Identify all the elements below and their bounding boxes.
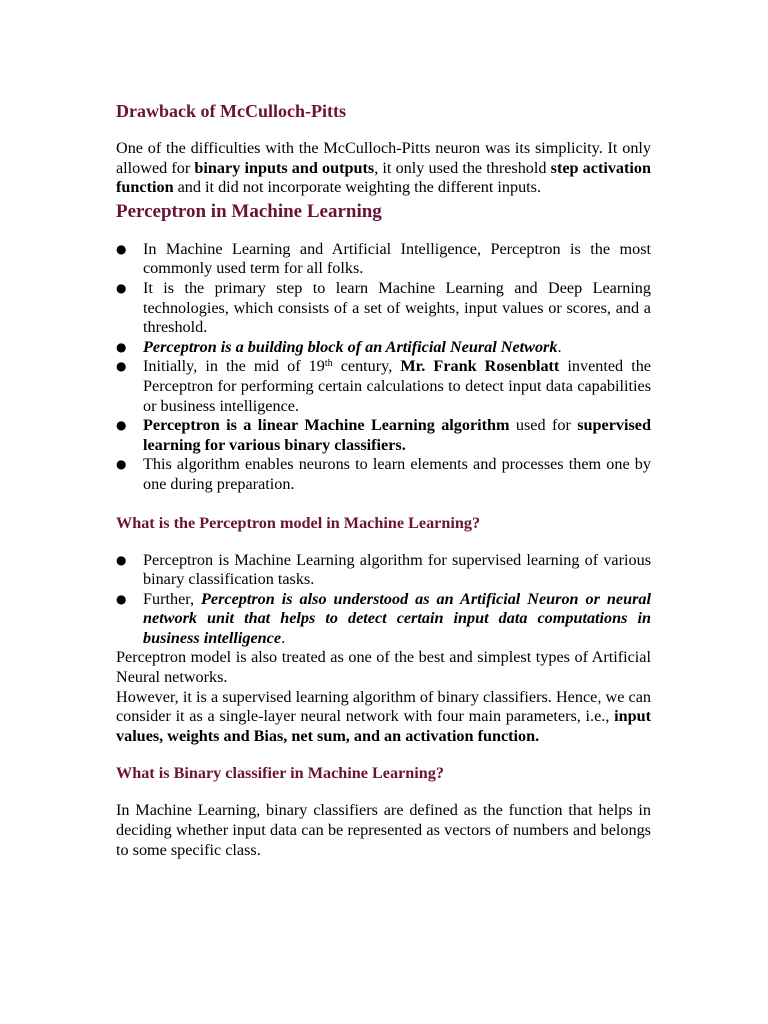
bold-text: input values, weights and Bias, net sum, and an activation function. bbox=[116, 707, 651, 745]
paragraph-model-2 bbox=[116, 688, 651, 747]
text: Further, bbox=[143, 589, 202, 608]
bold-text: step activation function bbox=[116, 158, 652, 197]
bold-text: Mr. Frank Rosenblatt bbox=[400, 357, 560, 376]
text: One of the difficulties with the McCulloch-Pitts neuron was its simplicity. It only allowed for bbox=[116, 139, 651, 177]
bold-text: supervised learning for various binary classifiers. bbox=[143, 416, 651, 454]
bullet-icon: ● bbox=[116, 280, 127, 295]
text: century, bbox=[332, 357, 401, 376]
bold-italic-text: Perceptron is a building block of an Artificial Neural Network bbox=[143, 337, 558, 356]
list-item bbox=[116, 240, 651, 279]
text: . bbox=[557, 337, 562, 356]
text: In Machine Learning and Artificial Intelligence, Perceptron is the most commonly used term for all folks. bbox=[143, 239, 651, 278]
bullet-icon: ● bbox=[116, 552, 127, 567]
paragraph-model-1: Perceptron model is also treated as one of the best and simplest types of Artificial Neural networks. bbox=[116, 648, 651, 687]
list-item bbox=[116, 338, 651, 358]
perceptron-bullet-list bbox=[116, 240, 651, 495]
model-bullet-list bbox=[116, 551, 651, 649]
bold-italic-text: Perceptron is also understood as an Artificial Neuron or neural network unit that helps to detect certain input data computations in business intelligence bbox=[143, 589, 651, 647]
text: Perceptron is Machine Learning algorithm for supervised learning of various binary classification tasks. bbox=[143, 550, 651, 589]
list-item bbox=[116, 416, 651, 455]
bullet-icon: ● bbox=[116, 418, 127, 433]
bullet-icon: ● bbox=[116, 359, 127, 374]
text: invented the Perceptron for performing certain calculations to detect input data capabilities or business intelligence. bbox=[143, 357, 651, 415]
heading-drawback: Drawback of McCulloch-Pitts bbox=[116, 101, 346, 121]
text: This algorithm enables neurons to learn elements and processes them one by one during preparation. bbox=[143, 455, 651, 493]
list-item bbox=[116, 455, 651, 494]
heading-binary-classifier: What is Binary classifier in Machine Learning? bbox=[116, 764, 444, 783]
text: and it did not incorporate weighting the different inputs. bbox=[173, 178, 542, 197]
bold-text: Perceptron is a linear Machine Learning algorithm bbox=[143, 416, 510, 435]
paragraph-binary-classifier: In Machine Learning, binary classifiers are defined as the function that helps in deciding whether input data can be represented as vectors of numbers and belongs to some specific class. bbox=[116, 801, 651, 859]
bullet-icon: ● bbox=[116, 241, 127, 256]
text: It is the primary step to learn Machine Learning and Deep Learning technologies, which consists of a set of weights, input values or scores, and a threshold. bbox=[143, 278, 651, 337]
heading-perceptron: Perceptron in Machine Learning bbox=[116, 200, 382, 222]
list-item bbox=[116, 551, 651, 590]
list-item bbox=[116, 357, 651, 416]
list-item bbox=[116, 590, 651, 649]
paragraph-drawback bbox=[116, 139, 651, 198]
text: Initially, in the mid of 19 bbox=[143, 357, 325, 376]
superscript: th bbox=[324, 358, 333, 370]
heading-perceptron-model: What is the Perceptron model in Machine Learning? bbox=[116, 513, 481, 532]
text: , it only used the threshold bbox=[374, 158, 551, 177]
list-item bbox=[116, 279, 651, 338]
text: used for bbox=[509, 416, 578, 435]
bullet-icon: ● bbox=[116, 457, 127, 472]
document-content bbox=[116, 100, 651, 860]
text: However, it is a supervised learning algorithm of binary classifiers. Hence, we can consider it as a single-layer neural network with four main parameters, i.e., bbox=[116, 687, 651, 726]
bullet-icon: ● bbox=[116, 591, 127, 606]
bullet-icon: ● bbox=[116, 339, 127, 354]
bold-text: binary inputs and outputs bbox=[194, 158, 375, 177]
text: . bbox=[281, 628, 286, 647]
